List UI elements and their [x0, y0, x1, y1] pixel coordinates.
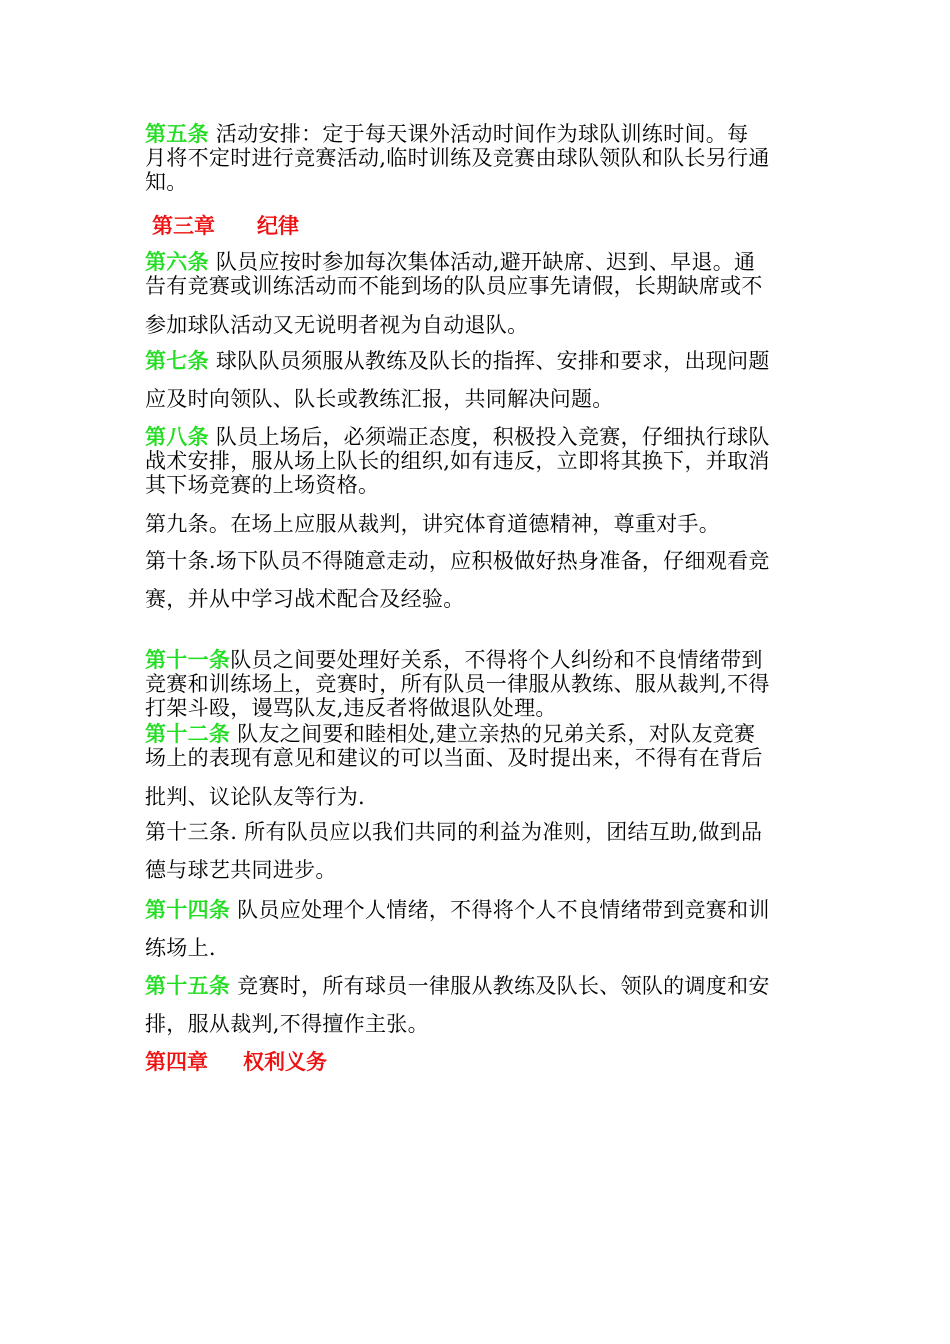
- article-11-line-3: 打架斗殴，谩骂队友,违反者将做退队处理。: [145, 696, 557, 720]
- article-14-line-2: 练场上.: [145, 936, 216, 960]
- article-5-number: 第五条: [145, 121, 209, 146]
- article-12-number: 第十二条: [145, 721, 231, 746]
- article-15-number: 第十五条: [145, 973, 231, 998]
- article-7-number: 第七条: [145, 348, 209, 373]
- article-12-line-3: 批判、议论队友等行为.: [145, 785, 365, 809]
- chapter-4-heading: [145, 1046, 327, 1076]
- article-6-number: 第六条: [145, 249, 209, 274]
- article-7-line-1: 第七条 球队队员须服从教练及队长的指挥、安排和要求，出现问题: [145, 348, 770, 373]
- article-15-line-1: 第十五条 竞赛时，所有球员一律服从教练及队长、领队的调度和安: [145, 973, 770, 998]
- article-5-line-1: 第五条 活动安排：定于每天课外活动时间作为球队训练时间。每: [145, 121, 749, 146]
- chapter-4-title: 权利义务: [243, 1049, 327, 1074]
- article-5: [145, 122, 810, 194]
- article-13-line-2: 德与球艺共同进步。: [145, 858, 337, 882]
- article-11: [145, 648, 810, 720]
- article-7-line-2: 应及时向领队、队长或教练汇报，共同解决问题。: [145, 387, 614, 411]
- article-12-line-2: 场上的表现有意见和建议的可以当面、及时提出来，不得有在背后: [145, 746, 763, 770]
- article-14-number: 第十四条: [145, 897, 231, 922]
- chapter-3-heading: [152, 210, 299, 240]
- article-11-number: 第十一条: [145, 647, 231, 672]
- article-12-line-1: 第十二条 队友之间要和睦相处,建立亲热的兄弟关系，对队友竞赛: [145, 721, 756, 746]
- article-10: [145, 542, 810, 618]
- article-5-line-2: 月将不定时进行竞赛活动,临时训练及竞赛由球队领队和队长另行通: [145, 146, 770, 170]
- article-8-line-3: 其下场竞赛的上场资格。: [145, 473, 380, 497]
- article-8-line-2: 战术安排，服从场上队长的组织,如有违反，立即将其换下，并取消: [145, 449, 770, 473]
- article-12: [145, 722, 810, 809]
- chapter-4-number: 第四章: [145, 1049, 208, 1074]
- article-9-line-1: 第九条。在场上应服从裁判，讲究体育道德精神，尊重对手。: [145, 512, 721, 536]
- article-6: [145, 250, 810, 337]
- article-10-line-2: 赛，并从中学习战术配合及经验。: [145, 587, 465, 611]
- article-14-line-1: 第十四条 队员应处理个人情绪，不得将个人不良情绪带到竞赛和训: [145, 897, 770, 922]
- article-7: [145, 342, 810, 418]
- article-9: [145, 512, 810, 536]
- article-13-line-1: 第十三条. 所有队员应以我们共同的利益为准则，团结互助,做到品: [145, 820, 763, 844]
- article-11-line-2: 竞赛和训练场上，竞赛时，所有队员一律服从教练、服从裁判,不得: [145, 672, 770, 696]
- article-6-line-2: 告有竞赛或训练活动而不能到场的队员应事先请假，长期缺席或不: [145, 274, 763, 298]
- article-8-line-1: 第八条 队员上场后，必须端正态度，积极投入竞赛，仔细执行球队: [145, 424, 770, 449]
- article-6-line-3: 参加球队活动又无说明者视为自动退队。: [145, 313, 529, 337]
- chapter-3-number: 第三章: [152, 213, 215, 238]
- article-15: [145, 967, 810, 1043]
- chapter-3-title: 纪律: [257, 213, 299, 238]
- article-10-line-1: 第十条.场下队员不得随意走动，应积极做好热身准备，仔细观看竞: [145, 549, 770, 573]
- article-14: [145, 891, 810, 967]
- article-11-line-1: 第十一条队员之间要处理好关系，不得将个人纠纷和不良情绪带到: [145, 647, 763, 672]
- article-8: [145, 425, 810, 497]
- article-15-line-2: 排，服从裁判,不得擅作主张。: [145, 1012, 429, 1036]
- article-13: [145, 813, 810, 889]
- article-8-number: 第八条: [145, 424, 209, 449]
- article-5-line-3: 知。: [145, 170, 188, 194]
- article-6-line-1: 第六条 队员应按时参加每次集体活动,避开缺席、迟到、早退。通: [145, 249, 756, 274]
